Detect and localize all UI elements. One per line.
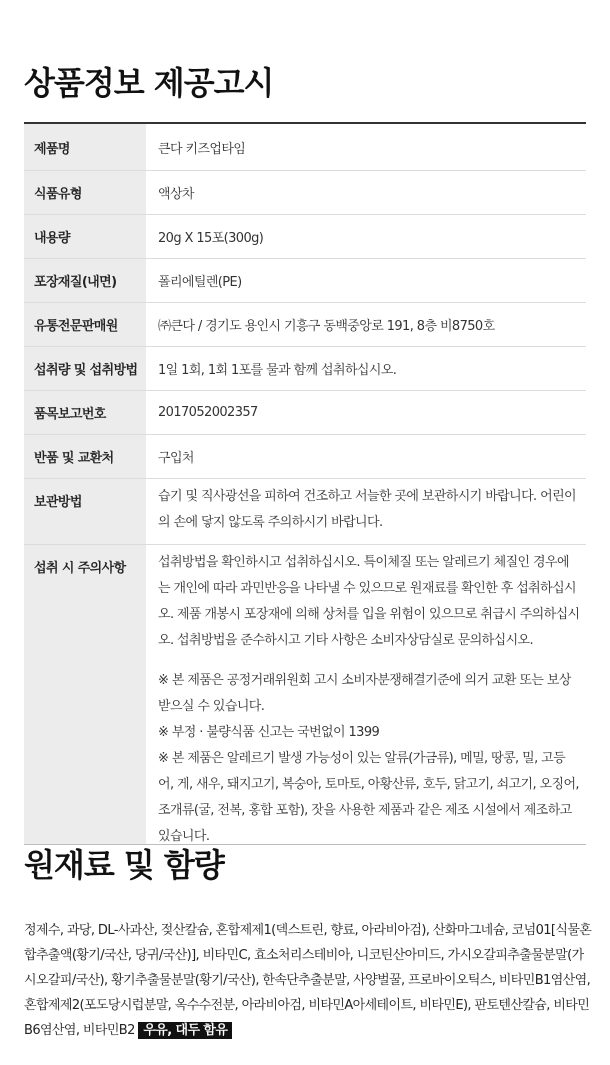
row-value: 1일 1회, 1회 1포를 물과 함께 섭취하십시오. — [158, 363, 397, 378]
table-row — [24, 479, 586, 545]
caution-note: ※ 본 제품은 알레르기 발생 가능성이 있는 알류(가금류), 메밀, 땅콩, 밀, 고등어, 게, 새우, 돼지고기, 복숭아, 토마토, 아황산류, 호두, 닭고기, 쇠고기, 오징어, 조개류(굴, 전복, 홍합 포함), 잣을 사용한 제품과 같은 제조 시설에서 제조하고 있습니다. — [158, 751, 579, 844]
caution-paragraph: 섭취방법을 확인하시고 섭취하십시오. 특이체질 또는 알레르기 체질인 경우에는 개인에 따라 과민반응을 나타낼 수 있으므로 원재료를 확인한 후 섭취하십시오. 제품 개봉시 포장재에 의해 상처를 입을 위험이 있으므로 취급시 주의하십시오. 섭취방법을 준수하시고 기타 사항은 소비자상담실로 문의하십시오. — [158, 555, 580, 648]
table-row — [24, 171, 586, 215]
row-value: 2017052002357 — [158, 405, 258, 420]
row-label: 품목보고번호 — [24, 391, 146, 434]
caution-note: ※ 본 제품은 공정거래위원회 고시 소비자분쟁해결기준에 의거 교환 또는 보상 받으실 수 있습니다. — [158, 673, 571, 714]
table-row — [24, 347, 586, 391]
row-value — [146, 545, 586, 844]
row-value: 큰다 키즈업타임 — [158, 141, 246, 157]
row-label: 제품명 — [24, 124, 146, 170]
row-value: 폴리에틸렌(PE) — [158, 275, 242, 290]
ingredients-title: 원재료 및 함량 — [24, 846, 224, 884]
ingredients-list: 정제수, 과당, DL-사과산, 젖산칼슘, 혼합제제1(덱스트린, 향료, 아라비아검), 산화마그네슘, 코넘01[식물혼합추출액(황기/국산, 당귀/국산)], 비타민C, 효소처리스테비아, 니코틴산아미드, 가시오갈피추출물분말(가시오갈피/국산), 황기추출물분말(황기/국산), 한속단추출분말, 사양벌꿀, 프로바이오틱스, 비타민B1염산염, 혼합제제2(포도당시럽분말, 옥수수전분, 아라비아검, 비타민A아세테이트, 비타민E), 판토텐산칼슘, 비타민B6염산염, 비타민B2 — [24, 923, 592, 1038]
row-label: 유통전문판매원 — [24, 303, 146, 346]
row-label: 내용량 — [24, 215, 146, 258]
product-info-table — [24, 122, 586, 845]
notice-title: 상품정보 제공고시 — [24, 64, 274, 102]
row-value: 구입처 — [158, 451, 194, 466]
row-label: 포장재질(내면) — [24, 259, 146, 302]
row-label: 식품유형 — [24, 171, 146, 214]
table-row — [24, 545, 586, 845]
storage-text: 습기 및 직사광선을 피하여 건조하고 서늘한 곳에 보관하시기 바랍니다. 어린이의 손에 닿지 않도록 주의하시기 바랍니다. — [158, 489, 576, 530]
table-row — [24, 391, 586, 435]
row-value: ㈜큰다 / 경기도 용인시 기흥구 동백중앙로 191, 8층 비8750호 — [158, 319, 495, 334]
row-label: 반품 및 교환처 — [24, 435, 146, 478]
row-label: 보관방법 — [24, 479, 146, 544]
ingredients-text — [24, 918, 594, 1043]
caution-note: ※ 부정 · 불량식품 신고는 국번없이 1399 — [158, 725, 380, 740]
table-row — [24, 124, 586, 171]
row-label: 섭취량 및 섭취방법 — [24, 347, 146, 390]
row-value: 액상차 — [158, 187, 194, 202]
table-row — [24, 435, 586, 479]
table-row — [24, 303, 586, 347]
row-value — [146, 479, 586, 544]
row-label: 섭취 시 주의사항 — [24, 545, 146, 844]
allergy-badge: 우유, 대두 함유 — [138, 1022, 232, 1039]
table-row — [24, 215, 586, 259]
table-row — [24, 259, 586, 303]
row-value: 20g X 15포(300g) — [158, 231, 264, 246]
